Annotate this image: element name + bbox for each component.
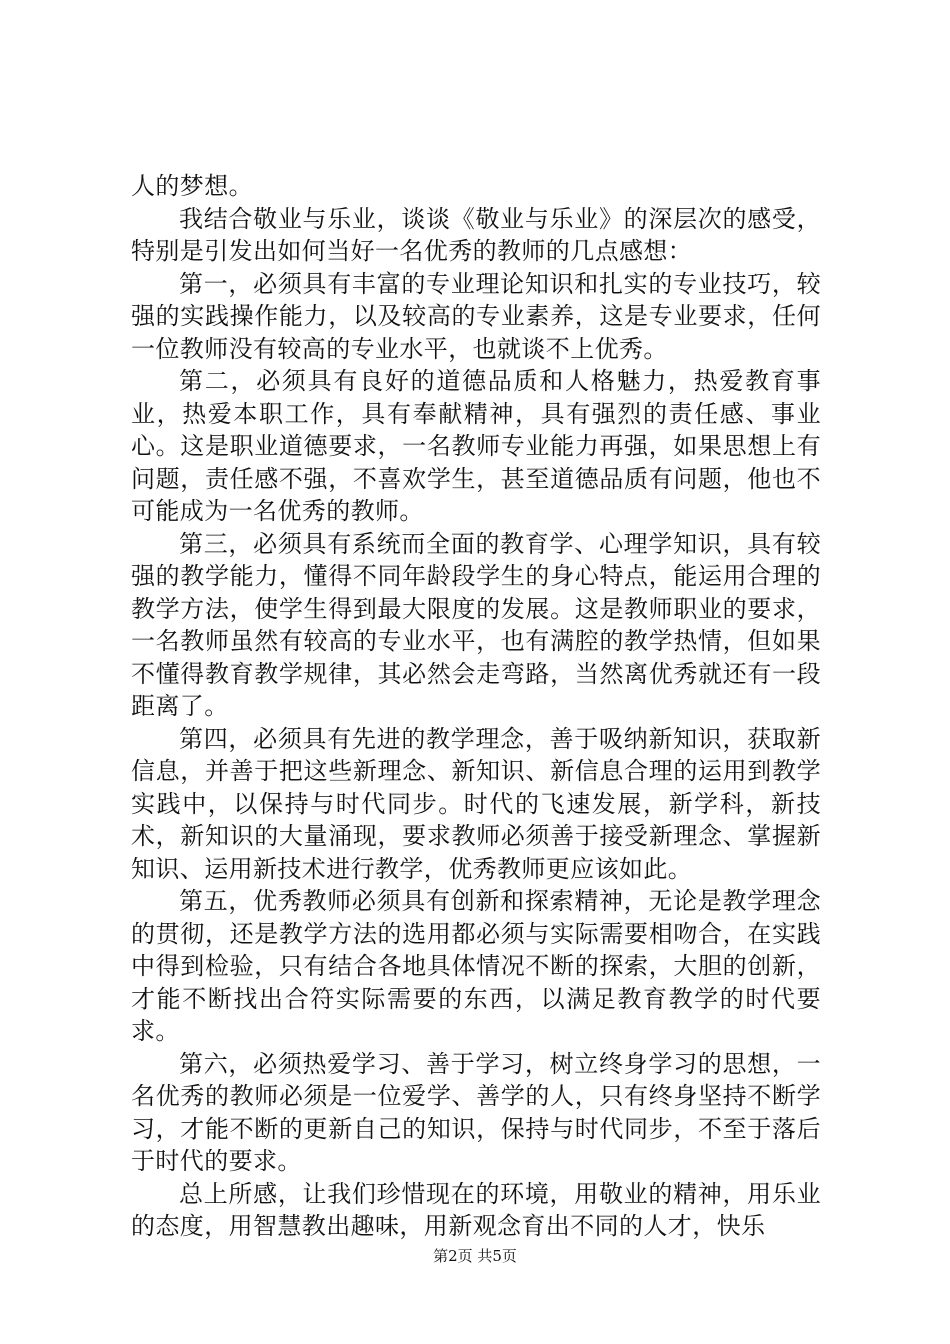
paragraph-continuation: 人的梦想。 (131, 172, 253, 200)
page-number-label: 第2页 共5页 (433, 1247, 517, 1265)
paragraph-point-6: 第六，必须热爱学习、善于学习，树立终身学习的思想，一名优秀的教师必须是一位爱学、善学的人，只有终身坚持不断学习，才能不断的更新自己的知识，保持与时代同步，不至于落后于时代的要求。 (131, 1049, 821, 1175)
paragraph-point-5: 第五，优秀教师必须具有创新和探索精神，无论是教学理念的贯彻，还是教学方法的选用都必须与实际需要相吻合，在实践中得到检验，只有结合各地具体情况不断的探索，大胆的创新，才能不断找出合符实际需要的东西，以满足教育教学的时代要求。 (131, 887, 821, 1045)
page-footer (0, 1246, 950, 1266)
paragraph-summary: 总上所感，让我们珍惜现在的环境，用敬业的精神，用乐业的态度，用智慧教出趣味，用新观念育出不同的人才，快乐 (131, 1179, 821, 1240)
paragraph-point-2: 第二，必须具有良好的道德品质和人格魅力，热爱教育事业，热爱本职工作，具有奉献精神，具有强烈的责任感、事业心。这是职业道德要求，一名教师专业能力再强，如果思想上有问题，责任感不强，不喜欢学生，甚至道德品质有问题，他也不可能成为一名优秀的教师。 (131, 367, 821, 525)
document-body (131, 170, 821, 1243)
paragraph-intro: 我结合敬业与乐业，谈谈《敬业与乐业》的深层次的感受，特别是引发出如何当好一名优秀的教师的几点感想： (131, 204, 821, 265)
paragraph-point-3: 第三，必须具有系统而全面的教育学、心理学知识，具有较强的教学能力，懂得不同年龄段学生的身心特点，能运用合理的教学方法，使学生得到最大限度的发展。这是教师职业的要求，一名教师虽然有较高的专业水平，也有满腔的教学热情，但如果不懂得教育教学规律，其必然会走弯路，当然离优秀就还有一段距离了。 (131, 529, 821, 720)
paragraph-point-1: 第一，必须具有丰富的专业理论知识和扎实的专业技巧，较强的实践操作能力，以及较高的专业素养，这是专业要求，任何一位教师没有较高的专业水平，也就谈不上优秀。 (131, 269, 821, 363)
paragraph-point-4: 第四，必须具有先进的教学理念，善于吸纳新知识，获取新信息，并善于把这些新理念、新知识、新信息合理的运用到教学实践中，以保持与时代同步。时代的飞速发展，新学科，新技术，新知识的大量涌现，要求教师必须善于接受新理念、掌握新知识、运用新技术进行教学，优秀教师更应该如此。 (131, 724, 821, 883)
